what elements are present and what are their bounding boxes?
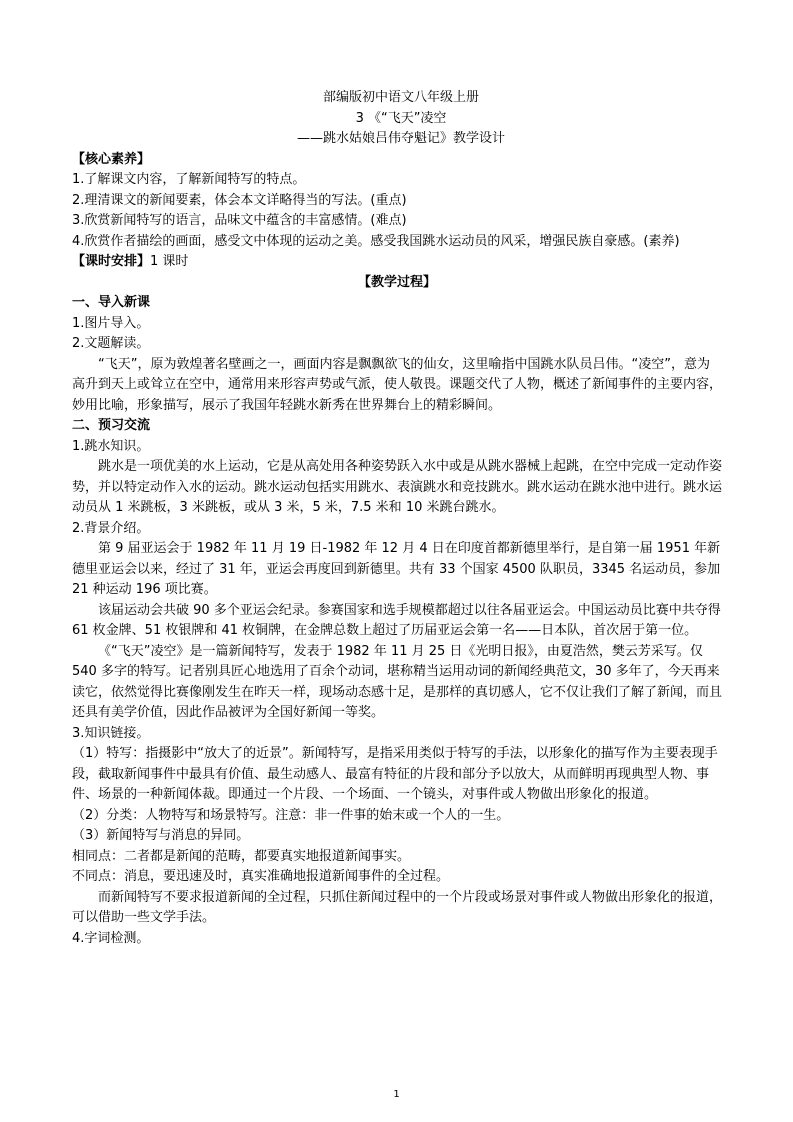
core-item-1: 1.了解课文内容，了解新闻特写的特点。: [72, 172, 306, 187]
schedule-value: 1 课时: [150, 254, 189, 269]
title-line-3: ——跳水姑娘吕伟夺魁记》教学设计: [296, 131, 505, 146]
s2-paragraph-4: 《“飞天”凌空》是一篇新闻特写，发表于 1982 年 11 月 25 日《光明日报》，由夏浩然，樊云芳采写。仅 540 多字的特写。记者别具匠心地选用了百余个动词，堪称精当运用动词的新闻经典范文，30 多年了，今天再来读它，依然觉得比赛像刚发生在昨天一样，现场动态感十足，是那样的真切感人，它不仅让我们了解了新闻，而且还具有美学价值，因此作品被评为全国好新闻一等奖。: [72, 643, 723, 720]
process-heading: 【教学过程】: [357, 274, 436, 290]
similarities-line: 相同点：二者都是新闻的范畴，都要真实地报道新闻事实。: [72, 848, 411, 864]
schedule-label: 【课时安排】: [72, 254, 151, 269]
s2-item-4: 4.字词检测。: [72, 930, 150, 946]
section-2-heading: 二、预习交流: [72, 418, 151, 433]
s1-paragraph-1: “飞天”，原为敦煌著名壁画之一，画面内容是飘飘欲飞的仙女，这里喻指中国跳水队员吕伟。“凌空”，意为高升到天上或耸立在空中，通常用来形容声势或气派，使人敬畏。课题交代了人物，概述了新闻事件的主要内容，妙用比喻，形象描写，展示了我国年轻跳水新秀在世界舞台上的精彩瞬间。: [72, 356, 723, 413]
section-1-heading: 一、导入新课: [72, 295, 151, 310]
title-line-1: 部编版初中语文八年级上册: [322, 90, 479, 105]
s2-item-1: 1.跳水知识。: [72, 438, 150, 454]
s2-paragraph-5: 而新闻特写不要求报道新闻的全过程，只抓住新闻过程中的一个片段或场景对事件或人物做出形象化的报道，可以借助一些文学手法。: [72, 889, 723, 925]
s1-item-1: 1.图片导入。: [72, 315, 150, 331]
document-title: [72, 88, 722, 150]
s2-paragraph-2: 第 9 届亚运会于 1982 年 11 月 19 日-1982 年 12 月 4 日在印度首都新德里举行，是自第一届 1951 年新德里亚运会以来，经过了 31 年，亚运会再度回到新德里。共有 33 个国家 4500 队职员，3345 名运动员，参加 21 种运动 196 项比赛。: [72, 541, 721, 597]
knowledge-3: （3）新闻特写与消息的异同。: [72, 828, 250, 843]
core-heading: 【核心素养】: [72, 151, 151, 167]
core-item-3: 3.欣赏新闻特写的语言，品味文中蕴含的丰富感情。(难点): [72, 213, 407, 228]
s2-paragraph-3: 该届运动会共破 90 多个亚运会纪录。参赛国家和选手规模都超过以往各届亚运会。中国运动员比赛中共夺得 61 枚金牌、51 枚银牌和 41 枚铜牌，在金牌总数上超过了历届亚运会第一名——日本队，首次居于第一位。: [72, 602, 721, 638]
core-item-4: 4.欣赏作者描绘的画面，感受文中体现的运动之美。感受我国跳水运动员的风采，增强民族自豪感。(素养): [72, 233, 680, 249]
s2-paragraph-1: 跳水是一项优美的水上运动，它是从高处用各种姿势跃入水中或是从跳水器械上起跳，在空中完成一定动作姿势，并以特定动作入水的运动。跳水运动包括实用跳水、表演跳水和竞技跳水。跳水运动在跳水池中进行。跳水运动员从 1 米跳板，3 米跳板，或从 3 米，5 米，7.5 米和 10 米跳台跳水。: [72, 459, 723, 515]
title-line-2: 3 《“飞天”凌空: [355, 110, 447, 126]
knowledge-2: （2）分类：人物特写和场景特写。注意：非一件事的始末或一个人的一生。: [72, 807, 510, 823]
schedule-line: [72, 252, 722, 273]
document-page: [72, 88, 722, 949]
s2-item-3: 3.知识链接。: [72, 725, 150, 741]
differences-line: 不同点：消息，要迅速及时，真实准确地报道新闻事件的全过程。: [72, 869, 450, 884]
page-number: 1: [393, 1089, 400, 1100]
s1-item-2: 2.文题解读。: [72, 336, 150, 351]
knowledge-1: （1）特写：指摄影中“放大了的近景”。新闻特写，是指采用类似于特写的手法，以形象化的描写作为主要表现手段，截取新闻事件中最具有价值、最生动感人、最富有特征的片段和部分予以放大，从而鲜明再现典型人物、事件、场景的一种新闻体裁。即通过一个片段、一个场面、一个镜头，对事件或人物做出形象化的报道。: [72, 746, 718, 802]
core-item-2: 2.理清课文的新闻要素，体会本文详略得当的写法。(重点): [72, 192, 407, 208]
s2-item-2: 2.背景介绍。: [72, 520, 150, 536]
